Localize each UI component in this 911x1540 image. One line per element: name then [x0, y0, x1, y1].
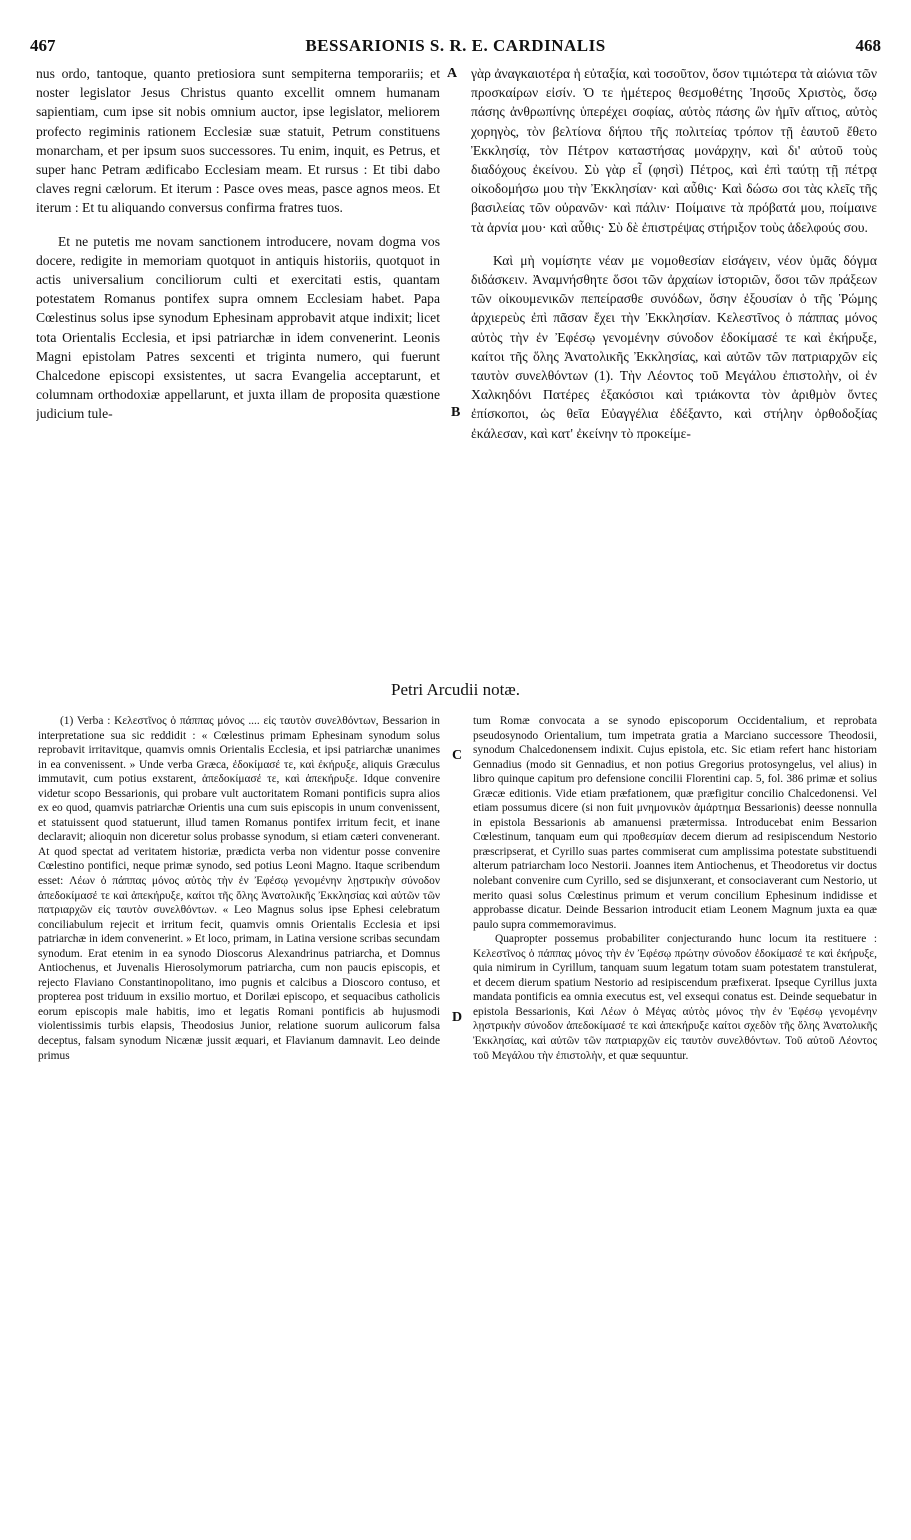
- margin-letter-c: C: [452, 748, 463, 763]
- running-header: [30, 36, 881, 60]
- margin-letter-b: B: [451, 405, 461, 420]
- note-paragraph: (1) Verba : Κελεστῖνος ὁ πάππας μόνος .... εἰς ταυτὸν συνελθόντων, Bessarion in interpretatione sua sic reddidit : « Cœlestinus primam Ephesinam synodum solus reprobavit irritavitque, quamvis omnis Orientalis Ecclesia, et ipsi patriarchæ unanimes in ea convenissent. » Unde verba Græca, ἐδοκίμασέ τε, καὶ ἐκήρυξε, aliquis Græculus immutavit, cum potius exstarent, ἀπεδοκίμασέ τε, καὶ ἀπεκήρυξε. Idque convenire videtur scopo Bessarionis, qui probare vult auctoritatem Romani pontificis supra alios ex eo quod, quamvis patriarchæ Orientis una cum suis episcopis in unum convenissent, et statuissent quod statuerunt, illud tamen Romanus pontifex irritum fecit, et inane declaravit; alioquin non diceretur solus probasse synodum, si etiam cæteri convenerant. At quod spectat ad veritatem historiæ, prædicta verba non videntur posse convenire Cœlestino pontifici, neque primæ synodo, sed potius Leoni Magno. Itaque scribendum esset: Λέων ὁ πάππας μόνος αὐτὸς τὴν ἐν Ἐφέσῳ γενομένην λῃστρικὴν σύνοδον ἀπεδοκίμασέ τε καὶ ἀπεκήρυξε, καίτοι τῆς ὅλης Ἀνατολικῆς Ἐκκλησίας καὶ αὐτῶν τῶν πατριαρχῶν εἰς ταυτὸν συνελθόντων. « Leo Magnus solus ipse Ephesi celebratum conciliabulum rejecit et irritum fecit, quamvis omnis Orientalis Ecclesia et ipsi patriarchæ in idem convenerint. » Et loco, primam, in Latina versione scribas secundam synodum. Erat etenim in ea synodo Dioscorus Alexandrinus patriarcha, et Domnus Antiochenus, et Juvenalis Hierosolymorum patriarcha, cum non paucis episcopis, et rejecto Flaviano Constantinopolitano, imo pugnis et calcibus a Dioscoro contuso, et propterea post triduum in exsilio mortuo, et Dorilæi episcopo, et sequacibus catholicis eorum episcopis male habitis, imo et legatis Romani pontificis ab hujusmodi violentissimis turbis elapsis, Theodosius Junior, relatione suorum aulicorum falsa deceptus, falsam synodum Nicænæ jussit æquari, et Flavianum damnavit. Leo deinde primus: [38, 715, 440, 1062]
- latin-paragraph: nus ordo, tantoque, quanto pretiosiora sunt sempiterna temporariis; et noster legislator Jesus Christus quanto excellit omnem humanam sapientiam, cum ipse sit nobis omnium auctor, ipse legislator, meliorem profecto regiminis rationem Ecclesiæ suæ statuit, Petrum constituens monarcham, et per ipsum suos successores. Tu enim, inquit, es Petrus, et super hanc Petram ædificabo Ecclesiam meam. Et rursus : Et tibi dabo claves regni cælorum. Et iterum : Pasce oves meas, pasce agnos meos. Et iterum : Et tu aliquando conversus confirma fratres tuos.: [36, 66, 440, 216]
- notes-left-column: [38, 714, 440, 1454]
- note-paragraph: Quapropter possemus probabiliter conjecturando hunc locum ita restituere : Κελεστῖνος ὁ πάππας μόνος τὴν ἐν Ἐφέσῳ πρώτην σύνοδον ἐδοκίμασέ τε καὶ ἐκήρυξε, quia nimirum in Cyrillum, tanquam suum legatum totam suam potestatem transtulerat, et decem dierum spatium Nestorio ad resipiscendum præfixerat. Ipseque Cyrillus juxta mandata pontificis ea omnia executus est, vel exsequi conatus est. Deinde sequebatur in epistola Bessarionis, Καὶ Λέων ὁ Μέγας αὐτὸς μόνος τὴν ἐν Ἐφέσῳ γενομένην λῃστρικὴν σύνοδον ἀπεδοκίμασέ τε καὶ ἀπεκήρυξε καίτοι σχεδὸν τῆς ὅλης Ἀνατολικῆς Ἐκκλησίας, καὶ αὐτῶν τῶν πατριαρχῶν εἰς ταυτὸν συνελθόντων. Τοῦ αὐτοῦ Λέοντος τοῦ Μεγάλου τὴν ἐπιστολὴν, et quæ sequuntur.: [473, 933, 877, 1062]
- notes-heading: Petri Arcudii notæ.: [391, 680, 520, 699]
- greek-text-column: [471, 64, 877, 674]
- margin-letter-a: A: [447, 66, 458, 81]
- latin-paragraph: Et ne putetis me novam sanctionem introducere, novam dogma vos docere, redigite in memoriam quotquot in antiquis historiis, quotquot in actis universalium conciliorum culti et exercitati estis, quantam potestatem Romanus pontifex supra omnem Ecclesiam habet. Papa Cœlestinus solus ipse synodum Ephesinam approbavit atque indixit; licet tota Orientalis Ecclesia, et ipsi patriarchæ in idem convenerint. Leonis Magni epistolam Patres sexcenti et triginta numero, qui fuerunt Chalcedone episcopi exsistentes, ut sacra Evangelia acceptarunt, et columnam orthodoxiæ appellarunt, et juxta illam de proposita quæstione judicium tule-: [36, 233, 440, 422]
- greek-paragraph: Καὶ μὴ νομίσητε νέαν με νομοθεσίαν εἰσάγειν, νέον ὑμᾶς δόγμα διδάσκειν. Ἀναμνήσθητε ὅσοι τῶν ἀρχαίων ἱστοριῶν, ὅσοι τῶν πράξεων τῶν οἰκουμενικῶν πεπείρασθε συνόδων, ὅσην ἐξουσίαν ὁ τῆς Ῥώμης ἀρχιερεὺς ἐπὶ πᾶσαν ἔχει τὴν Ἐκκλησίαν. Κελεστῖνος ὁ πάππας μόνος αὐτὸς τὴν ἐν Ἐφέσῳ γενομένην σύνοδον ἐδοκίμασέ τε καὶ ἐκήρυξε, καίτοι τῆς ὅλης Ἀνατολικῆς Ἐκκλησίας, καὶ αὐτῶν τῶν πατριαρχῶν εἰς ταυτὸν συνελθόντων (1). Τὴν Λέοντος τοῦ Μεγάλου ἐπιστολὴν, οἱ ἐν Χαλκηδόνι Πατέρες ἑξακόσιοι καὶ τριάκοντα τὸν ἀριθμὸν ὄντες ἐπίσκοποι, ὡς θεῖα Εὐαγγέλια ἐδέξαντο, καὶ στήλην ὀρθοδοξίας ἐκάλεσαν, καὶ κατ' ἐκείνην τὸ προκείμε-: [471, 252, 877, 441]
- note-paragraph: tum Romæ convocata a se synodo episcoporum Occidentalium, et reprobata pseudosynodo Orientalium, tum impetrata gratia a Marciano successore Theodosii, synodum Chalcedonensem indixit. Cujus epistola, etc. Sic etiam refert hanc historiam Gennadius (modo sit Gennadius, et non potius Gregorius protosyngelus, vel alius) in libro quinque capitum pro defensione concilii Florentini cap. 5, fol. 386 primæ et solius Græcæ editionis. Vide etiam præfationem, quæ præfigitur concilio Chalcedonensi. Vel etiam possumus dicere (si non fuit μνημονικὸν ἁμάρτημα Bessarionis) deesse nonnulla in epistola Bessarionis ab amanuensi prætermissa. Introducebat enim Bessarion Cœlestinum, tanquam eum qui προθεσμίαν decem dierum ad resipiscendum Nestorio præscripserat, et Cyrillo suas partes commiserat cum amplissima potestate substituendi alterum patriarcham loco Nestorii. Joannes item Antiochenus, et Theodoretus vir doctus nolebant convenire cum Cyrillo, sed se disjunxerant, et consociaverant cum Nestorio, ut merito quasi solus Cœlestinus primum et verum concilium Ephesinum indidisse et approbasse dicatur. Deinde Bessarion introducit etiam Leonem Magnum juxta ea quæ paulo supra commemoravimus.: [473, 715, 877, 931]
- greek-paragraph: γὰρ ἀναγκαιοτέρα ἡ εὐταξία, καὶ τοσοῦτον, ὅσον τιμιώτερα τὰ αἰώνια τῶν προσκαίρων εἰσίν. Ὁ τε ἡμέτερος θεσμοθέτης Ἰησοῦς Χριστὸς, ὅσῳ πάσης ἀνθρωπίνης ὑπερέχει σοφίας, αὐτὸς πάσης ὢν ἡμῖν αἴτιος, αὐτὸς χορηγὸς, τὸν βελτίονα δήπου τῆς πολιτείας τρόπον τῇ ἑαυτοῦ ἔθετο Ἐκκλησίᾳ, τὸν Πέτρον καταστήσας μονάρχην, καὶ δι' αὐτοῦ τοὺς διαδόχους ἐκείνου. Σὺ γὰρ εἶ (φησὶ) Πέτρος, καὶ ἐπὶ ταύτῃ τῇ πέτρᾳ οἰκοδομήσω μου τὴν Ἐκκλησίαν· καὶ αὖθις· Καὶ δώσω σοι τὰς κλεῖς τῆς βασιλείας τῶν οὐρανῶν· καὶ πάλιν· Ποίμαινε τὰ πρόβατά μου, ποίμαινε τὰ ἀρνία μου· καὶ αὖθις· Σὺ δὲ ἐπιστρέψας στήριξον τοὺς ἀδελφούς σου.: [471, 66, 877, 235]
- margin-letter-d: D: [452, 1010, 463, 1025]
- notes-right-column: [473, 714, 877, 1454]
- page-number-right: 468: [855, 36, 881, 55]
- latin-text-column: [36, 64, 440, 674]
- running-title: BESSARIONIS S. R. E. CARDINALIS: [305, 36, 606, 55]
- page-number-left: 467: [30, 36, 56, 55]
